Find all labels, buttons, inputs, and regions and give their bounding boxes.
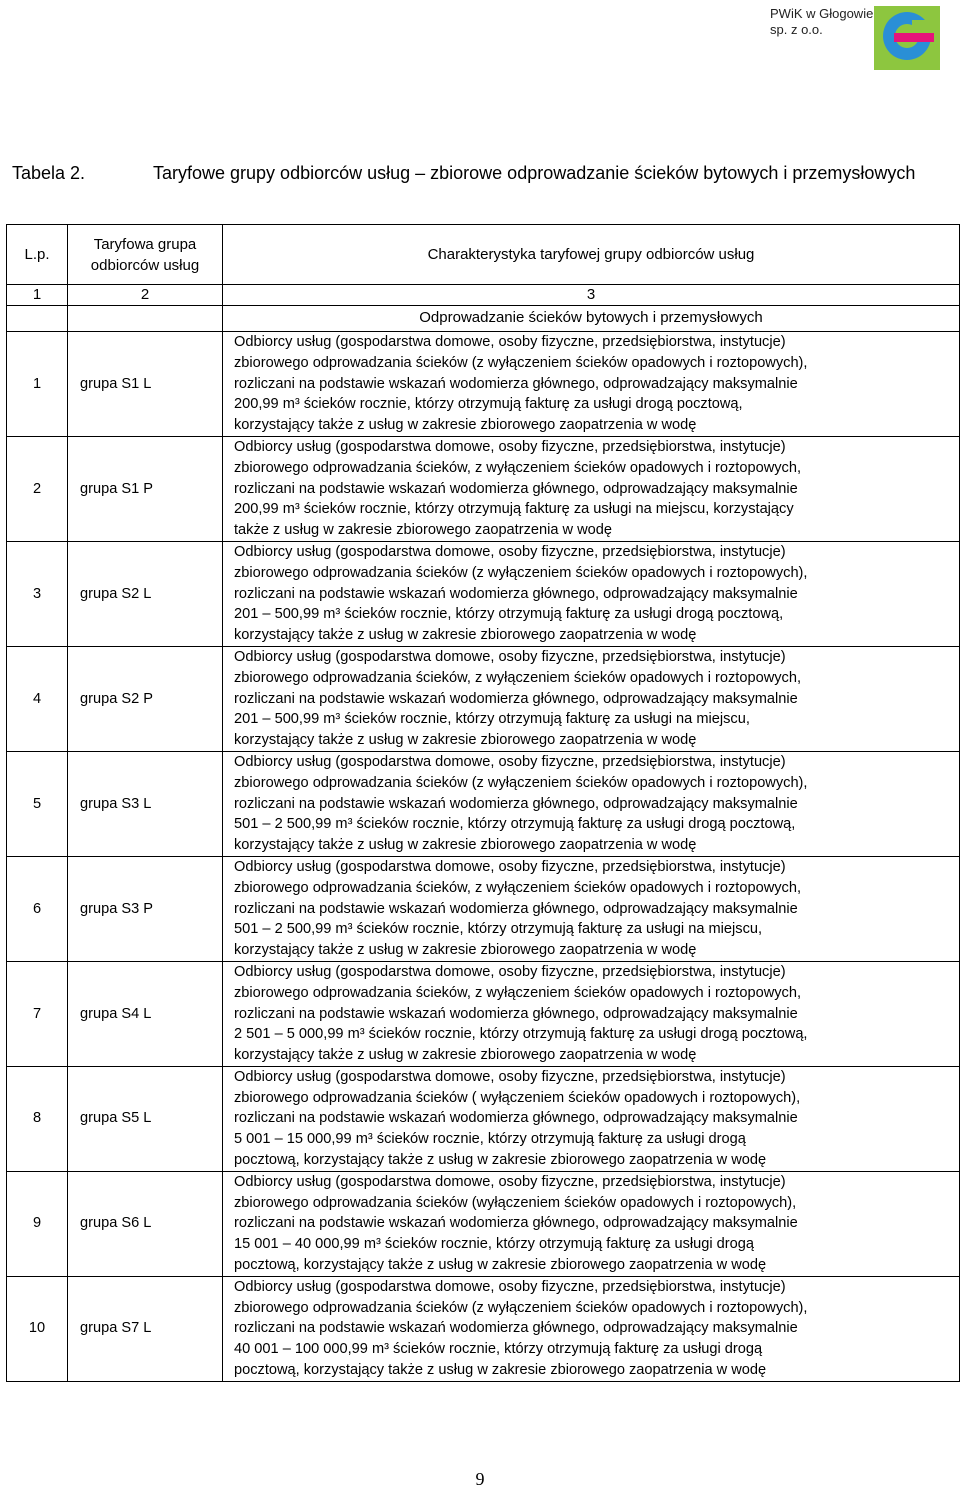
- description-line: rozliczani na podstawie wskazań wodomierza głównego, odprowadzający maksymalnie: [234, 585, 798, 602]
- table-row: [7, 856, 960, 961]
- row-number: 5: [7, 751, 68, 856]
- tariff-group: grupa S5 L: [68, 1066, 223, 1171]
- description-line: Odbiorcy usług (gospodarstwa domowe, osoby fizyczne, przedsiębiorstwa, instytucje): [234, 858, 786, 875]
- tariff-group: grupa S2 L: [68, 541, 223, 646]
- description-line: Odbiorcy usług (gospodarstwa domowe, osoby fizyczne, przedsiębiorstwa, instytucje): [234, 753, 786, 770]
- logo-text: [770, 6, 873, 38]
- tariff-group: grupa S2 P: [68, 646, 223, 751]
- column-number-row: [7, 285, 960, 306]
- description-line: 501 – 2 500,99 m³ ścieków rocznie, którzy otrzymują fakturę za usługi na miejscu,: [234, 921, 763, 938]
- description-line: 200,99 m³ ścieków rocznie, którzy otrzymują fakturę za usługi na miejscu, korzystający: [234, 501, 794, 518]
- table-row: [7, 1276, 960, 1381]
- description-line: rozliczani na podstawie wskazań wodomierza głównego, odprowadzający maksymalnie: [234, 375, 798, 392]
- table-header-row: [7, 225, 960, 285]
- tariff-group: grupa S7 L: [68, 1276, 223, 1381]
- description-line: zbiorowego odprowadzania ścieków (z wyłączeniem ścieków opadowych i roztopowych),: [234, 564, 808, 581]
- header-lp: L.p.: [7, 225, 68, 285]
- table-row: [7, 1171, 960, 1276]
- group-description: [223, 332, 960, 437]
- table-row: [7, 1066, 960, 1171]
- description-line: korzystający także z usług w zakresie zbiorowego zaopatrzenia w wodę: [234, 627, 697, 644]
- row-number: 1: [7, 332, 68, 437]
- description-line: 200,99 m³ ścieków rocznie, którzy otrzymują fakturę za usługi drogą pocztową,: [234, 396, 743, 413]
- logo-legal-form: sp. z o.o.: [770, 22, 823, 37]
- group-description: [223, 856, 960, 961]
- group-description: [223, 961, 960, 1066]
- company-logo: [770, 6, 946, 70]
- group-description: [223, 646, 960, 751]
- description-line: zbiorowego odprowadzania ścieków ( wyłączeniem ścieków opadowych i roztopowych),: [234, 1089, 801, 1106]
- table-row: [7, 961, 960, 1066]
- description-line: Odbiorcy usług (gospodarstwa domowe, osoby fizyczne, przedsiębiorstwa, instytucje): [234, 1068, 786, 1085]
- description-line: zbiorowego odprowadzania ścieków (z wyłączeniem ścieków opadowych i roztopowych),: [234, 354, 808, 371]
- row-number: 3: [7, 541, 68, 646]
- description-line: zbiorowego odprowadzania ścieków, z wyłączeniem ścieków opadowych i roztopowych,: [234, 669, 802, 686]
- description-line: Odbiorcy usług (gospodarstwa domowe, osoby fizyczne, przedsiębiorstwa, instytucje): [234, 438, 786, 455]
- table-label: Tabela 2.: [12, 163, 86, 183]
- row-number: 7: [7, 961, 68, 1066]
- group-description: [223, 436, 960, 541]
- description-line: Odbiorcy usług (gospodarstwa domowe, osoby fizyczne, przedsiębiorstwa, instytucje): [234, 1173, 786, 1190]
- description-line: korzystający także z usług w zakresie zbiorowego zaopatrzenia w wodę: [234, 732, 697, 749]
- header-description: Charakterystyka taryfowej grupy odbiorców usług: [223, 225, 960, 285]
- description-line: korzystający także z usług w zakresie zbiorowego zaopatrzenia w wodę: [234, 417, 697, 434]
- table-row: [7, 751, 960, 856]
- tariff-group: grupa S1 P: [68, 436, 223, 541]
- tariff-group: grupa S6 L: [68, 1171, 223, 1276]
- tariff-group: grupa S3 L: [68, 751, 223, 856]
- description-line: zbiorowego odprowadzania ścieków (wyłączeniem ścieków opadowych i roztopowych),: [234, 1194, 797, 1211]
- table-row: [7, 332, 960, 437]
- description-line: także z usług w zakresie zbiorowego zaopatrzenia w wodę: [234, 522, 613, 539]
- row-number: 6: [7, 856, 68, 961]
- description-line: 15 001 – 40 000,99 m³ ścieków rocznie, którzy otrzymują fakturę za usługi drogą: [234, 1236, 754, 1253]
- table-row: [7, 436, 960, 541]
- group-description: [223, 1066, 960, 1171]
- description-line: korzystający także z usług w zakresie zbiorowego zaopatrzenia w wodę: [234, 942, 697, 959]
- group-description: [223, 541, 960, 646]
- description-line: 40 001 – 100 000,99 m³ ścieków rocznie, którzy otrzymują fakturę za usługi drogą: [234, 1341, 763, 1358]
- table-row: [7, 541, 960, 646]
- header-group: Taryfowa grupa odbiorców usług: [68, 225, 223, 285]
- description-line: rozliczani na podstawie wskazań wodomierza głównego, odprowadzający maksymalnie: [234, 795, 798, 812]
- column-number: 2: [68, 285, 223, 306]
- description-line: 5 001 – 15 000,99 m³ ścieków rocznie, którzy otrzymują fakturę za usługi drogą: [234, 1131, 746, 1148]
- table-row: [7, 646, 960, 751]
- description-line: Odbiorcy usług (gospodarstwa domowe, osoby fizyczne, przedsiębiorstwa, instytucje): [234, 334, 786, 350]
- description-line: Odbiorcy usług (gospodarstwa domowe, osoby fizyczne, przedsiębiorstwa, instytucje): [234, 963, 786, 980]
- description-line: 201 – 500,99 m³ ścieków rocznie, którzy otrzymują fakturę za usługi drogą pocztową,: [234, 606, 784, 623]
- tariff-group: grupa S1 L: [68, 332, 223, 437]
- description-line: Odbiorcy usług (gospodarstwa domowe, osoby fizyczne, przedsiębiorstwa, instytucje): [234, 1278, 786, 1295]
- description-line: rozliczani na podstawie wskazań wodomierza głównego, odprowadzający maksymalnie: [234, 1005, 798, 1022]
- description-line: pocztową, korzystający także z usług w zakresie zbiorowego zaopatrzenia w wodę: [234, 1257, 767, 1274]
- column-number: 3: [223, 285, 960, 306]
- description-line: 501 – 2 500,99 m³ ścieków rocznie, którzy otrzymują fakturę za usługi drogą pocztową,: [234, 816, 796, 833]
- description-line: zbiorowego odprowadzania ścieków (z wyłączeniem ścieków opadowych i roztopowych),: [234, 1299, 808, 1316]
- group-description: [223, 1171, 960, 1276]
- description-line: pocztową, korzystający także z usług w zakresie zbiorowego zaopatrzenia w wodę: [234, 1152, 767, 1169]
- row-number: 8: [7, 1066, 68, 1171]
- section-empty-cell: [7, 306, 68, 332]
- tariff-group: grupa S4 L: [68, 961, 223, 1066]
- group-description: [223, 751, 960, 856]
- description-line: korzystający także z usług w zakresie zbiorowego zaopatrzenia w wodę: [234, 1047, 697, 1064]
- description-line: Odbiorcy usług (gospodarstwa domowe, osoby fizyczne, przedsiębiorstwa, instytucje): [234, 648, 786, 665]
- description-line: Odbiorcy usług (gospodarstwa domowe, osoby fizyczne, przedsiębiorstwa, instytucje): [234, 543, 786, 560]
- page-number: 9: [475, 1469, 485, 1489]
- section-title: Odprowadzanie ścieków bytowych i przemysłowych: [223, 306, 960, 332]
- description-line: rozliczani na podstawie wskazań wodomierza głównego, odprowadzający maksymalnie: [234, 1215, 798, 1232]
- row-number: 10: [7, 1276, 68, 1381]
- column-number: 1: [7, 285, 68, 306]
- description-line: 201 – 500,99 m³ ścieków rocznie, którzy otrzymują fakturę za usługi na miejscu,: [234, 711, 750, 728]
- description-line: zbiorowego odprowadzania ścieków (z wyłączeniem ścieków opadowych i roztopowych),: [234, 774, 808, 791]
- description-line: 2 501 – 5 000,99 m³ ścieków rocznie, którzy otrzymują fakturę za usługi drogą pocztową,: [234, 1026, 808, 1043]
- description-line: rozliczani na podstawie wskazań wodomierza głównego, odprowadzający maksymalnie: [234, 690, 798, 707]
- row-number: 2: [7, 436, 68, 541]
- description-line: zbiorowego odprowadzania ścieków, z wyłączeniem ścieków opadowych i roztopowych,: [234, 984, 802, 1001]
- description-line: korzystający także z usług w zakresie zbiorowego zaopatrzenia w wodę: [234, 837, 697, 854]
- section-empty-cell: [68, 306, 223, 332]
- description-line: zbiorowego odprowadzania ścieków, z wyłączeniem ścieków opadowych i roztopowych,: [234, 459, 802, 476]
- section-row: [7, 306, 960, 332]
- description-line: rozliczani na podstawie wskazań wodomierza głównego, odprowadzający maksymalnie: [234, 480, 798, 497]
- logo-name: PWiK w Głogowie: [770, 6, 874, 21]
- table-title: Taryfowe grupy odbiorców usług – zbiorowe odprowadzanie ścieków bytowych i przemysłowych: [153, 163, 916, 183]
- row-number: 4: [7, 646, 68, 751]
- tariff-group: grupa S3 P: [68, 856, 223, 961]
- description-line: rozliczani na podstawie wskazań wodomierza głównego, odprowadzający maksymalnie: [234, 1320, 798, 1337]
- description-line: rozliczani na podstawie wskazań wodomierza głównego, odprowadzający maksymalnie: [234, 900, 798, 917]
- description-line: zbiorowego odprowadzania ścieków, z wyłączeniem ścieków opadowych i roztopowych,: [234, 879, 802, 896]
- logo-mark-icon: [874, 6, 940, 70]
- row-number: 9: [7, 1171, 68, 1276]
- tariff-groups-table: [6, 224, 960, 1382]
- description-line: pocztową, korzystający także z usług w zakresie zbiorowego zaopatrzenia w wodę: [234, 1362, 767, 1379]
- description-line: rozliczani na podstawie wskazań wodomierza głównego, odprowadzający maksymalnie: [234, 1110, 798, 1127]
- group-description: [223, 1276, 960, 1381]
